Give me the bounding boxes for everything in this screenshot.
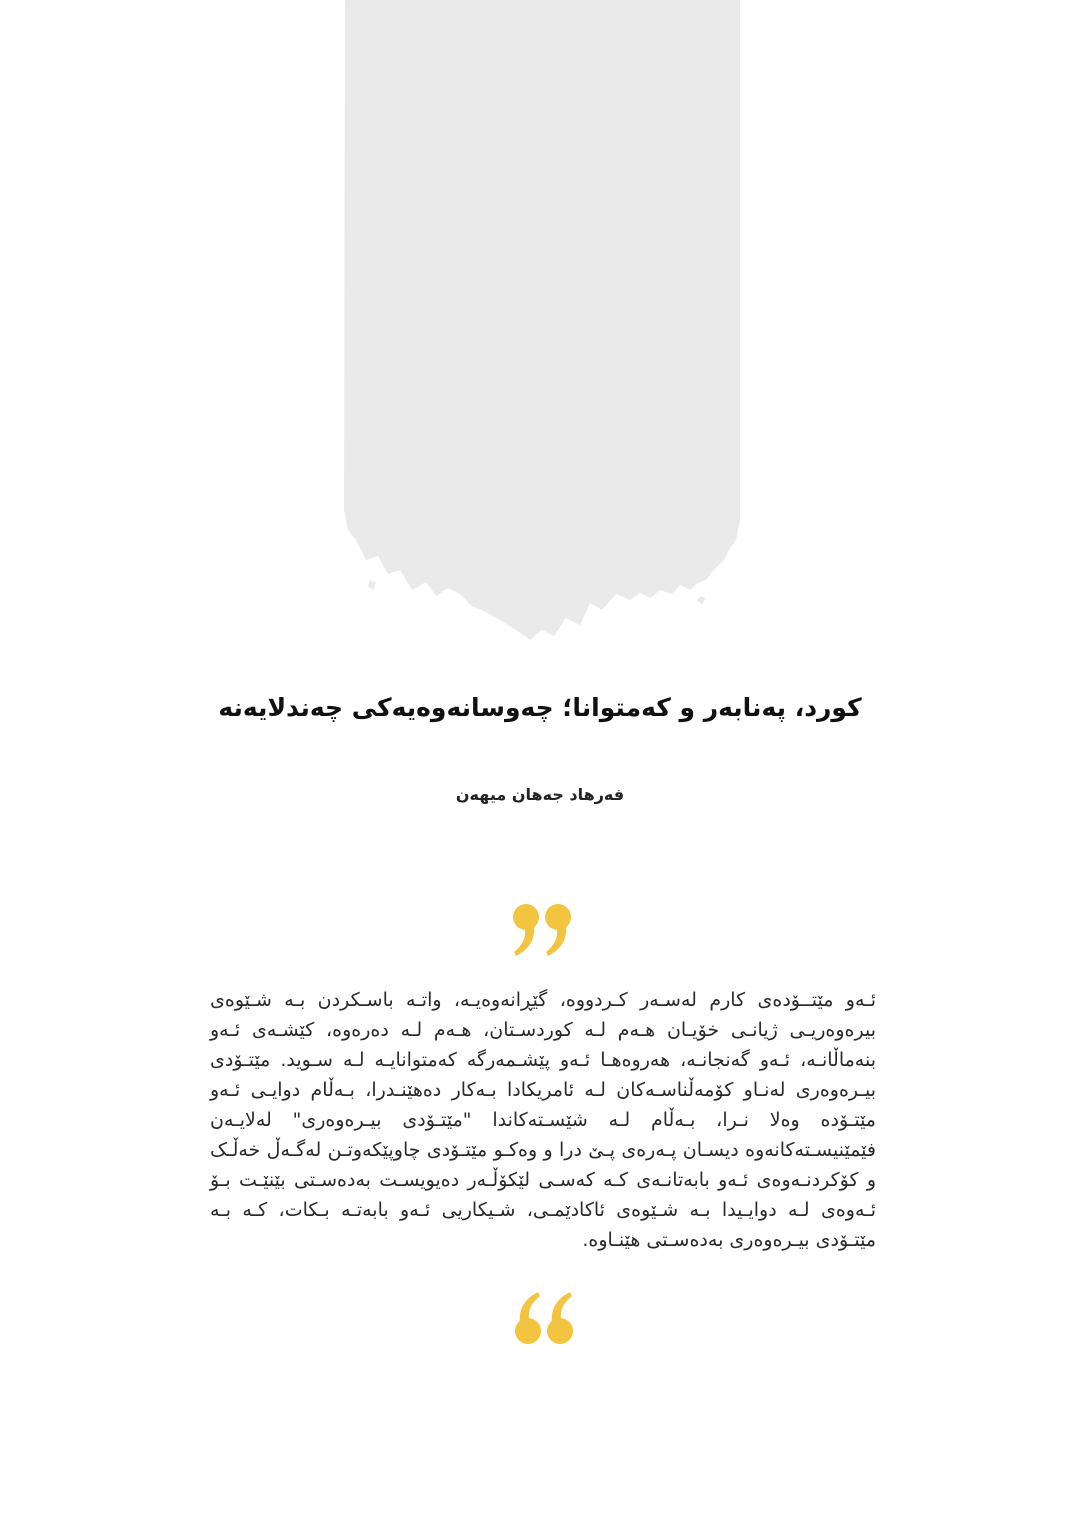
author-name: فەرهاد جەهان میهەن (455, 785, 625, 804)
article-title: کورد، پەنابەر و کەمتوانا؛ چەوسانەوەیەکی چەندلایەنە (218, 693, 862, 722)
quote-close-icon (508, 1288, 578, 1348)
brush-stroke-decoration (340, 0, 745, 640)
quote-open-icon (508, 900, 578, 960)
pull-quote-text: ئـەو مێتــۆدەی کارم لەسـەر کـردووە، گێڕانەوەیـە، واتـە باسـکردن بـە شـێوەی بیرەوەریـی ژیانـی خۆیـان هـەم لـە کوردسـتان، هـەم لـە دەرەوە، کێشـەی ئـەو بنەماڵانـە، ئـەو گەنجانـە، هەروەهـا ئـەو پێشـمەرگە کەمتوانایـە لـە سـوید. مێتـۆدی بیـرەوەری لەنـاو کۆمەڵناسـەکان لـە ئامریکادا بـەکار دەهێنـدرا، بـەڵام دوایـی ئـەو مێتـۆدە وەلا نـرا، بـەڵام لـە شێسـتەکاندا "مێتـۆدی بیـرەوەری" لەلایـەن فێمێنیسـتەکانەوە دیسـان پـەرەی پـێ درا و وەکـو مێتـۆدی چاوپێکەوتـن لەگـەڵ خەڵـک و کۆکردنـەوەی ئـەو بابەتانـەی کـە کەسـی لێکۆڵـەر دەیویسـت بەدەسـتی بێنێـت بـۆ ئـەوەی لـە دوایـیدا بـە شـێوەی ئاکادێمـی، شـیکاریی ئـەو بابەتـە بـکات، کـە بـە مێتـۆدی بیـرەوەری بەدەسـتی هێنـاوە. (210, 989, 876, 1251)
